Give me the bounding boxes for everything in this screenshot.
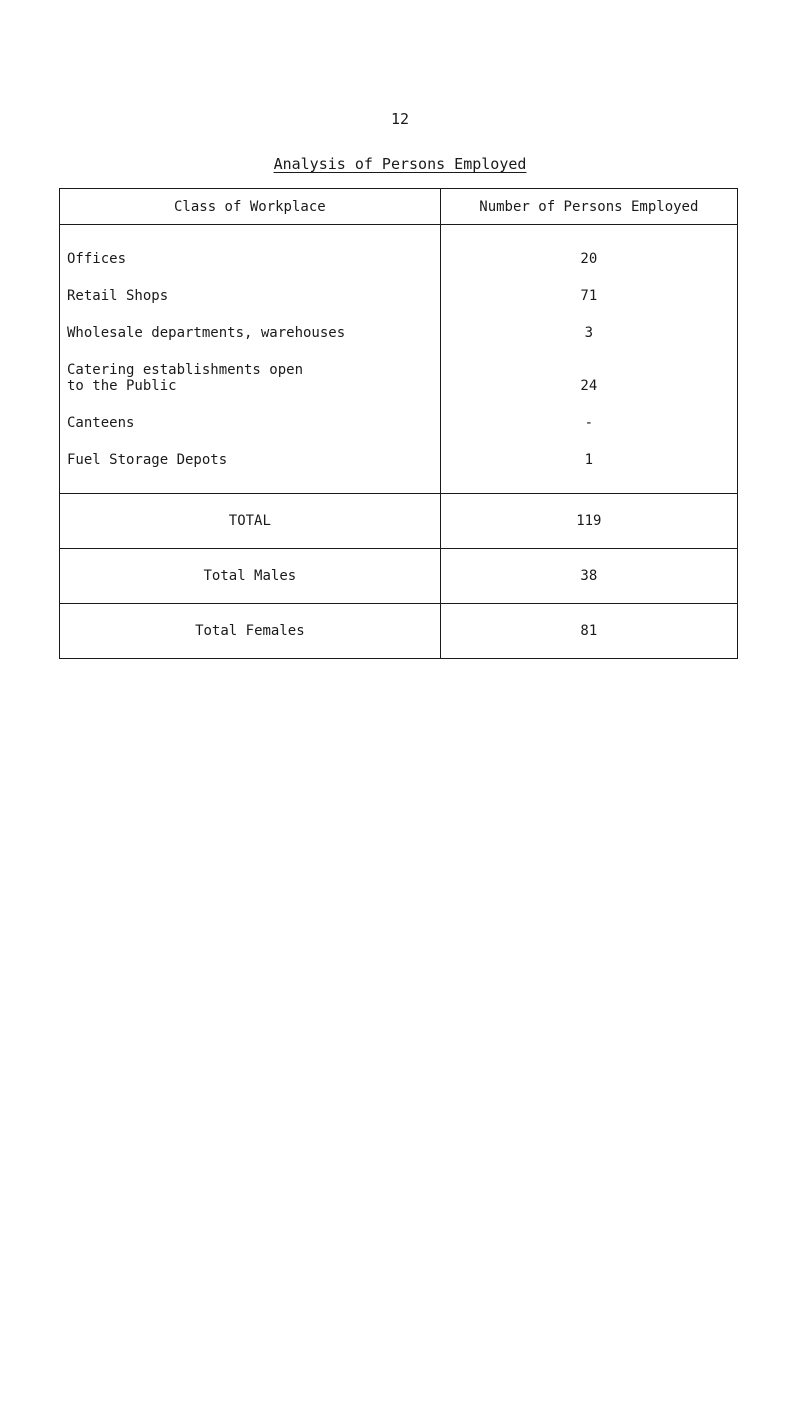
header-class-of-workplace: Class of Workplace <box>60 189 441 225</box>
workplace-class-list <box>60 225 441 494</box>
total-females-value: 81 <box>440 604 737 659</box>
table-body-row <box>60 225 738 494</box>
workplace-fuel-storage: Fuel Storage Depots <box>67 452 228 468</box>
workplace-canteens: Canteens <box>67 415 135 431</box>
workplace-catering-line-2: to the Public <box>67 378 177 394</box>
page-title <box>0 155 800 173</box>
workplace-catering <box>67 362 440 394</box>
total-males-row <box>60 549 738 604</box>
page-number: 12 <box>390 110 410 128</box>
total-females-row <box>60 604 738 659</box>
count-canteens: - <box>584 415 594 431</box>
total-label: TOTAL <box>60 494 441 549</box>
total-females-label: Total Females <box>60 604 441 659</box>
workplace-retail-shops: Retail Shops <box>67 288 169 304</box>
count-offices: 20 <box>580 251 598 267</box>
total-males-value: 38 <box>440 549 737 604</box>
count-fuel-storage: 1 <box>584 452 594 468</box>
count-wholesale: 3 <box>584 325 594 341</box>
count-retail-shops: 71 <box>580 288 598 304</box>
count-catering <box>441 362 737 394</box>
total-row <box>60 494 738 549</box>
count-catering-value: 24 <box>580 378 598 394</box>
workplace-wholesale: Wholesale departments, warehouses <box>67 325 346 341</box>
header-number-employed: Number of Persons Employed <box>440 189 737 225</box>
persons-employed-list <box>440 225 737 494</box>
persons-employed-table <box>59 188 738 659</box>
page-title-text: Analysis of Persons Employed <box>273 155 527 173</box>
workplace-offices: Offices <box>67 251 127 267</box>
table-header-row <box>60 189 738 225</box>
workplace-catering-line-1: Catering establishments open <box>67 362 304 378</box>
total-value: 119 <box>440 494 737 549</box>
total-males-label: Total Males <box>60 549 441 604</box>
